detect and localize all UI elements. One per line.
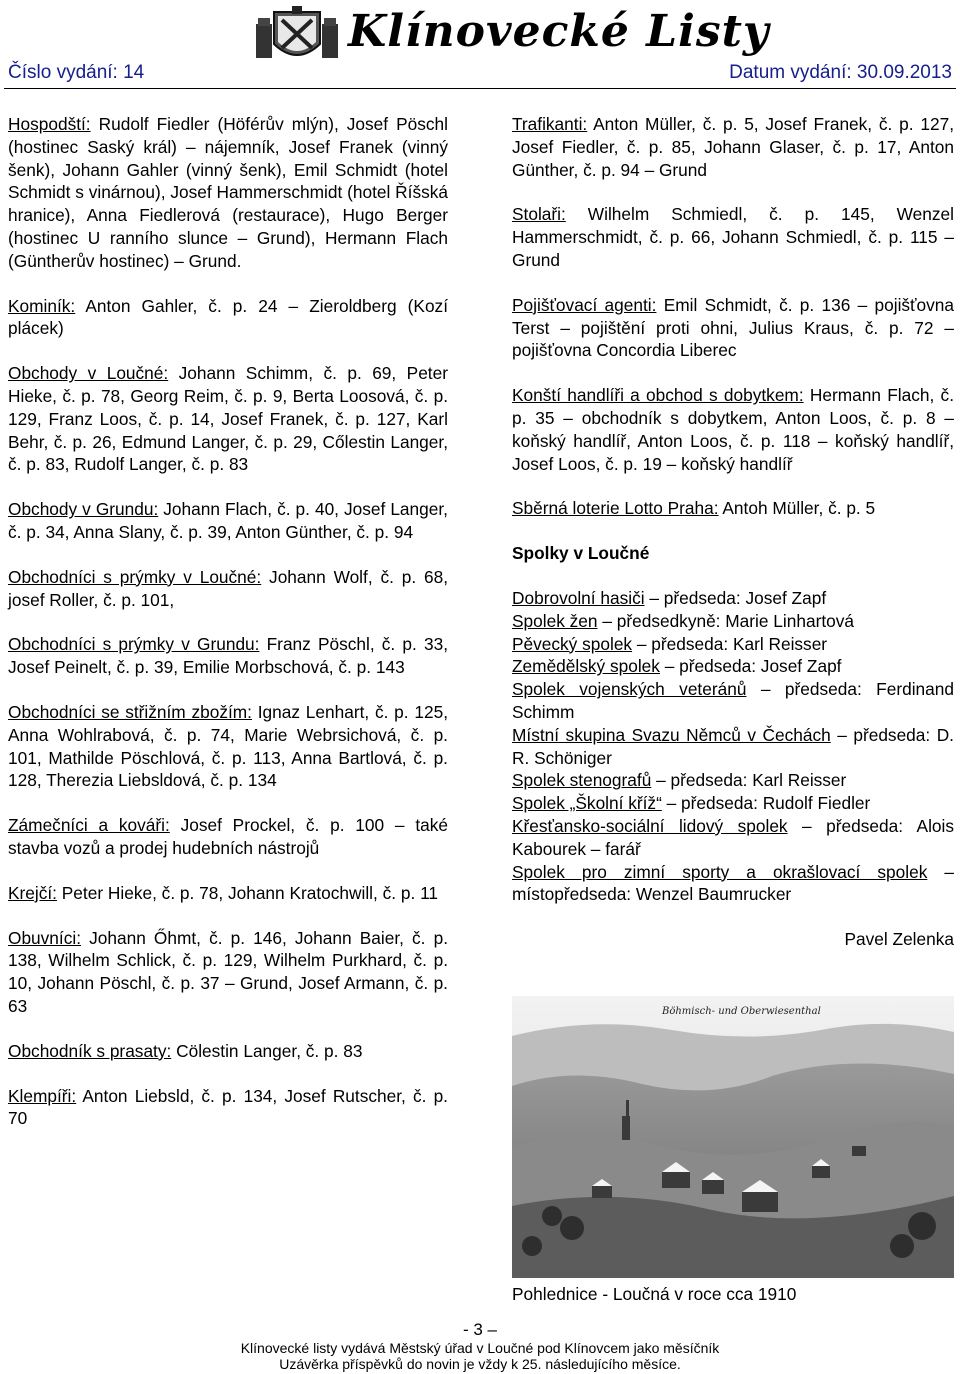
label: Kominík: [8, 295, 76, 316]
text: Wilhelm Schmiedl, č. p. 145, Wenzel Hammerschmidt, č. p. 66, Johann Schmiedl, č. p. 115 – Grund [512, 204, 954, 270]
label: Spolek stenografů [512, 770, 652, 791]
paragraph-trafikanti [512, 113, 954, 181]
list-item [512, 815, 954, 861]
list-item [512, 587, 954, 610]
text: – předseda: Karl Reisser [651, 770, 847, 791]
postcard-title: Böhmisch- und Oberwiesenthal [662, 1006, 821, 1017]
left-column [8, 113, 448, 1130]
right-column [512, 113, 954, 951]
label: Obchodníci s prýmky v Loučné: [8, 566, 262, 587]
label: Obchodníci s prýmky v Grundu: [8, 634, 260, 655]
text: – předseda: Rudolf Fiedler [661, 793, 871, 814]
paragraph-prymky-grund [8, 633, 448, 679]
label: Trafikanti: [512, 114, 588, 134]
paragraph-hospodsti [8, 113, 448, 273]
text: – místopředseda: Wenzel Baumrucker [512, 861, 954, 905]
issue-number: Číslo vydání: 14 [8, 62, 145, 83]
masthead [0, 0, 960, 92]
text: Antoh Müller, č. p. 5 [718, 498, 876, 519]
list-item [512, 610, 954, 633]
text: Anton Gahler, č. p. 24 – Zieroldberg (Kozí plácek) [8, 295, 448, 339]
label: Zemědělský spolek [512, 656, 660, 677]
text: – předseda: Alois Kabourek – farář [512, 815, 954, 859]
text: Johann Schimm, č. p. 69, Peter Hieke, č. p. 78, Georg Reim, č. p. 9, Berta Loosová, č. p. 129, Franz Loos, č. p. 14, Josef Franek, č. p. 127, Karl Behr, č. p. 26, Edmund Langer, č. p. 29, Cőlestin Langer, č. p. 83, Rudolf Langer, č. p. 83 [8, 363, 448, 475]
text: Josef Prockel, č. p. 100 – také stavba vozů a prodej hudebních nástrojů [8, 815, 448, 858]
label: Křesťansko-sociální lidový spolek [512, 815, 788, 836]
list-item [512, 792, 954, 815]
paragraph-obchody-grund [8, 498, 448, 544]
text: Emil Schmidt, č. p. 136 – pojišťovna Terst – pojištění proti ohni, Julius Kraus, č. p. 72 – pojišťovna Concordia Liberec [512, 294, 955, 361]
text: Ignaz Lenhart, č. p. 125, Anna Wohlrabová, č. p. 74, Marie Webrsichová, č. p. 101, Mathilde Pöschlová, č. p. 113, Anna Bartlová, č. p. 128, Therezia Liebsldová, č. p. 134 [8, 701, 448, 791]
paragraph-loterie [512, 497, 954, 520]
footer-publisher: Klínovecké listy vydává Městský úřad v Loučné pod Klínovcem jako měsíčník [240, 1340, 720, 1356]
paragraph-zamecnici [8, 814, 448, 860]
coat-of-arms-logo [256, 4, 338, 68]
label: Spolek „Školní kříž“ [512, 793, 662, 814]
text: Cölestin Langer, č. p. 83 [171, 1040, 363, 1061]
footer-deadline: Uzávěrka příspěvků do novin je vždy k 25. následujícího měsíce. [279, 1356, 681, 1372]
paragraph-klempiri [8, 1085, 448, 1131]
list-item [512, 724, 954, 770]
text: – předseda: Karl Reisser [632, 633, 828, 654]
label: Stolaři: [512, 204, 566, 225]
text: – předseda: Josef Zapf [644, 587, 827, 608]
text: – předseda: Ferdinand Schimm [512, 679, 954, 722]
label: Spolek žen [512, 610, 598, 631]
list-item [512, 861, 954, 907]
paragraph-stolari [512, 203, 954, 271]
spolky-list [512, 587, 954, 906]
text: Johann Flach, č. p. 40, Josef Langer, č. p. 34, Anna Slany, č. p. 39, Anton Günther, č. p. 94 [8, 499, 448, 542]
postcard-image [512, 996, 954, 1278]
text: Anton Müller, č. p. 5, Josef Franek, č. p. 127, Josef Fiedler, č. p. 85, Johann Glaser, č. p. 17, Anton Günther, č. p. 94 – Grund [512, 114, 954, 180]
header-divider [4, 88, 956, 89]
list-item [512, 655, 954, 678]
newspaper-title: Klínovecké Listy [348, 6, 770, 57]
paragraph-krejci [8, 882, 448, 905]
text: Rudolf Fiedler (Höférův mlýn), Josef Pöschl (hostinec Saský král) – nájemník, Josef Franek (vinný šenk), Johann Gahler (vinný šenk), Emil Schmidt (hotel Schmidt s vinárnou), Josef Hammerschmidt (hotel Říšská hranice), Anna Fiedlerová (restaurace), Hugo Berger (hostinec U ranního slunce – Grund), Hermann Flach (Güntherův hostinec) – Grund. [8, 114, 448, 271]
text: Franz Pöschl, č. p. 33, Josef Peinelt, č. p. 39, Emilie Morbschová, č. p. 143 [8, 634, 448, 678]
author-signature: Pavel Zelenka [844, 929, 954, 950]
text: – předseda: D. R. Schöniger [512, 724, 954, 768]
paragraph-kominik [8, 295, 448, 341]
label: Hospodští: [8, 114, 91, 134]
text: – předseda: Josef Zapf [659, 656, 842, 677]
label: Obuvníci: [8, 927, 81, 948]
label: Místní skupina Svazu Němců v Čechách [512, 724, 831, 745]
list-item [512, 633, 954, 656]
paragraph-obchody-loucna [8, 362, 448, 476]
label: Krejčí: [8, 882, 57, 903]
label: Konští handlíři a obchod s dobytkem: [512, 385, 804, 406]
page-number: - 3 – [462, 1320, 498, 1339]
paragraph-konsti-handliri [512, 384, 954, 475]
label: Obchodníci se střižním zbožím: [8, 701, 252, 722]
label: Spolek pro zimní sporty a okrašlovací spolek [512, 861, 928, 882]
text: – předsedkyně: Marie Linhartová [597, 610, 855, 631]
label: Sběrná loterie Lotto Praha: [512, 498, 719, 519]
figure-caption: Pohlednice - Loučná v roce cca 1910 [512, 1284, 797, 1304]
label: Obchodník s prasaty: [8, 1040, 172, 1061]
label: Klempíři: [8, 1085, 77, 1106]
label: Spolek vojenských veteránů [512, 679, 747, 700]
paragraph-strizni-zbozi [8, 701, 448, 792]
text: Peter Hieke, č. p. 78, Johann Kratochwill, č. p. 11 [56, 882, 439, 903]
label: Pěvecký spolek [512, 633, 633, 654]
paragraph-obuvnici [8, 927, 448, 1018]
list-item [512, 769, 954, 792]
text: Anton Liebsld, č. p. 134, Josef Rutscher, č. p. 70 [8, 1085, 448, 1129]
label: Zámečníci a kováři: [8, 815, 170, 836]
paragraph-prymky-loucna [8, 566, 448, 612]
issue-date: Datum vydání: 30.09.2013 [729, 62, 952, 83]
text: Hermann Flach, č. p. 35 – obchodník s dobytkem, Anton Loos, č. p. 8 – koňský handlíř, Anton Loos, č. p. 118 – koňský handlíř, Josef Loos, č. p. 19 – koňský handlíř [512, 385, 954, 474]
label: Pojišťovací agenti: [512, 294, 657, 315]
list-item [512, 678, 954, 724]
paragraph-prasata [8, 1040, 448, 1063]
text: Johann Wolf, č. p. 68, josef Roller, č. p. 101, [8, 566, 448, 610]
label: Obchody v Grundu: [8, 499, 159, 520]
label: Obchody v Loučné: [8, 363, 169, 384]
paragraph-pojistovaci-agenti [512, 294, 954, 362]
section-heading-spolky: Spolky v Loučné [512, 543, 650, 564]
label: Dobrovolní hasiči [512, 587, 645, 608]
text: Johann Őhmt, č. p. 146, Johann Baier, č. p. 138, Wilhelm Schlick, č. p. 129, Wilhelm Purkhard, č. p. 10, Johann Pöschl, č. p. 37 – Grund, Josef Armann, č. p. 63 [8, 927, 448, 1016]
